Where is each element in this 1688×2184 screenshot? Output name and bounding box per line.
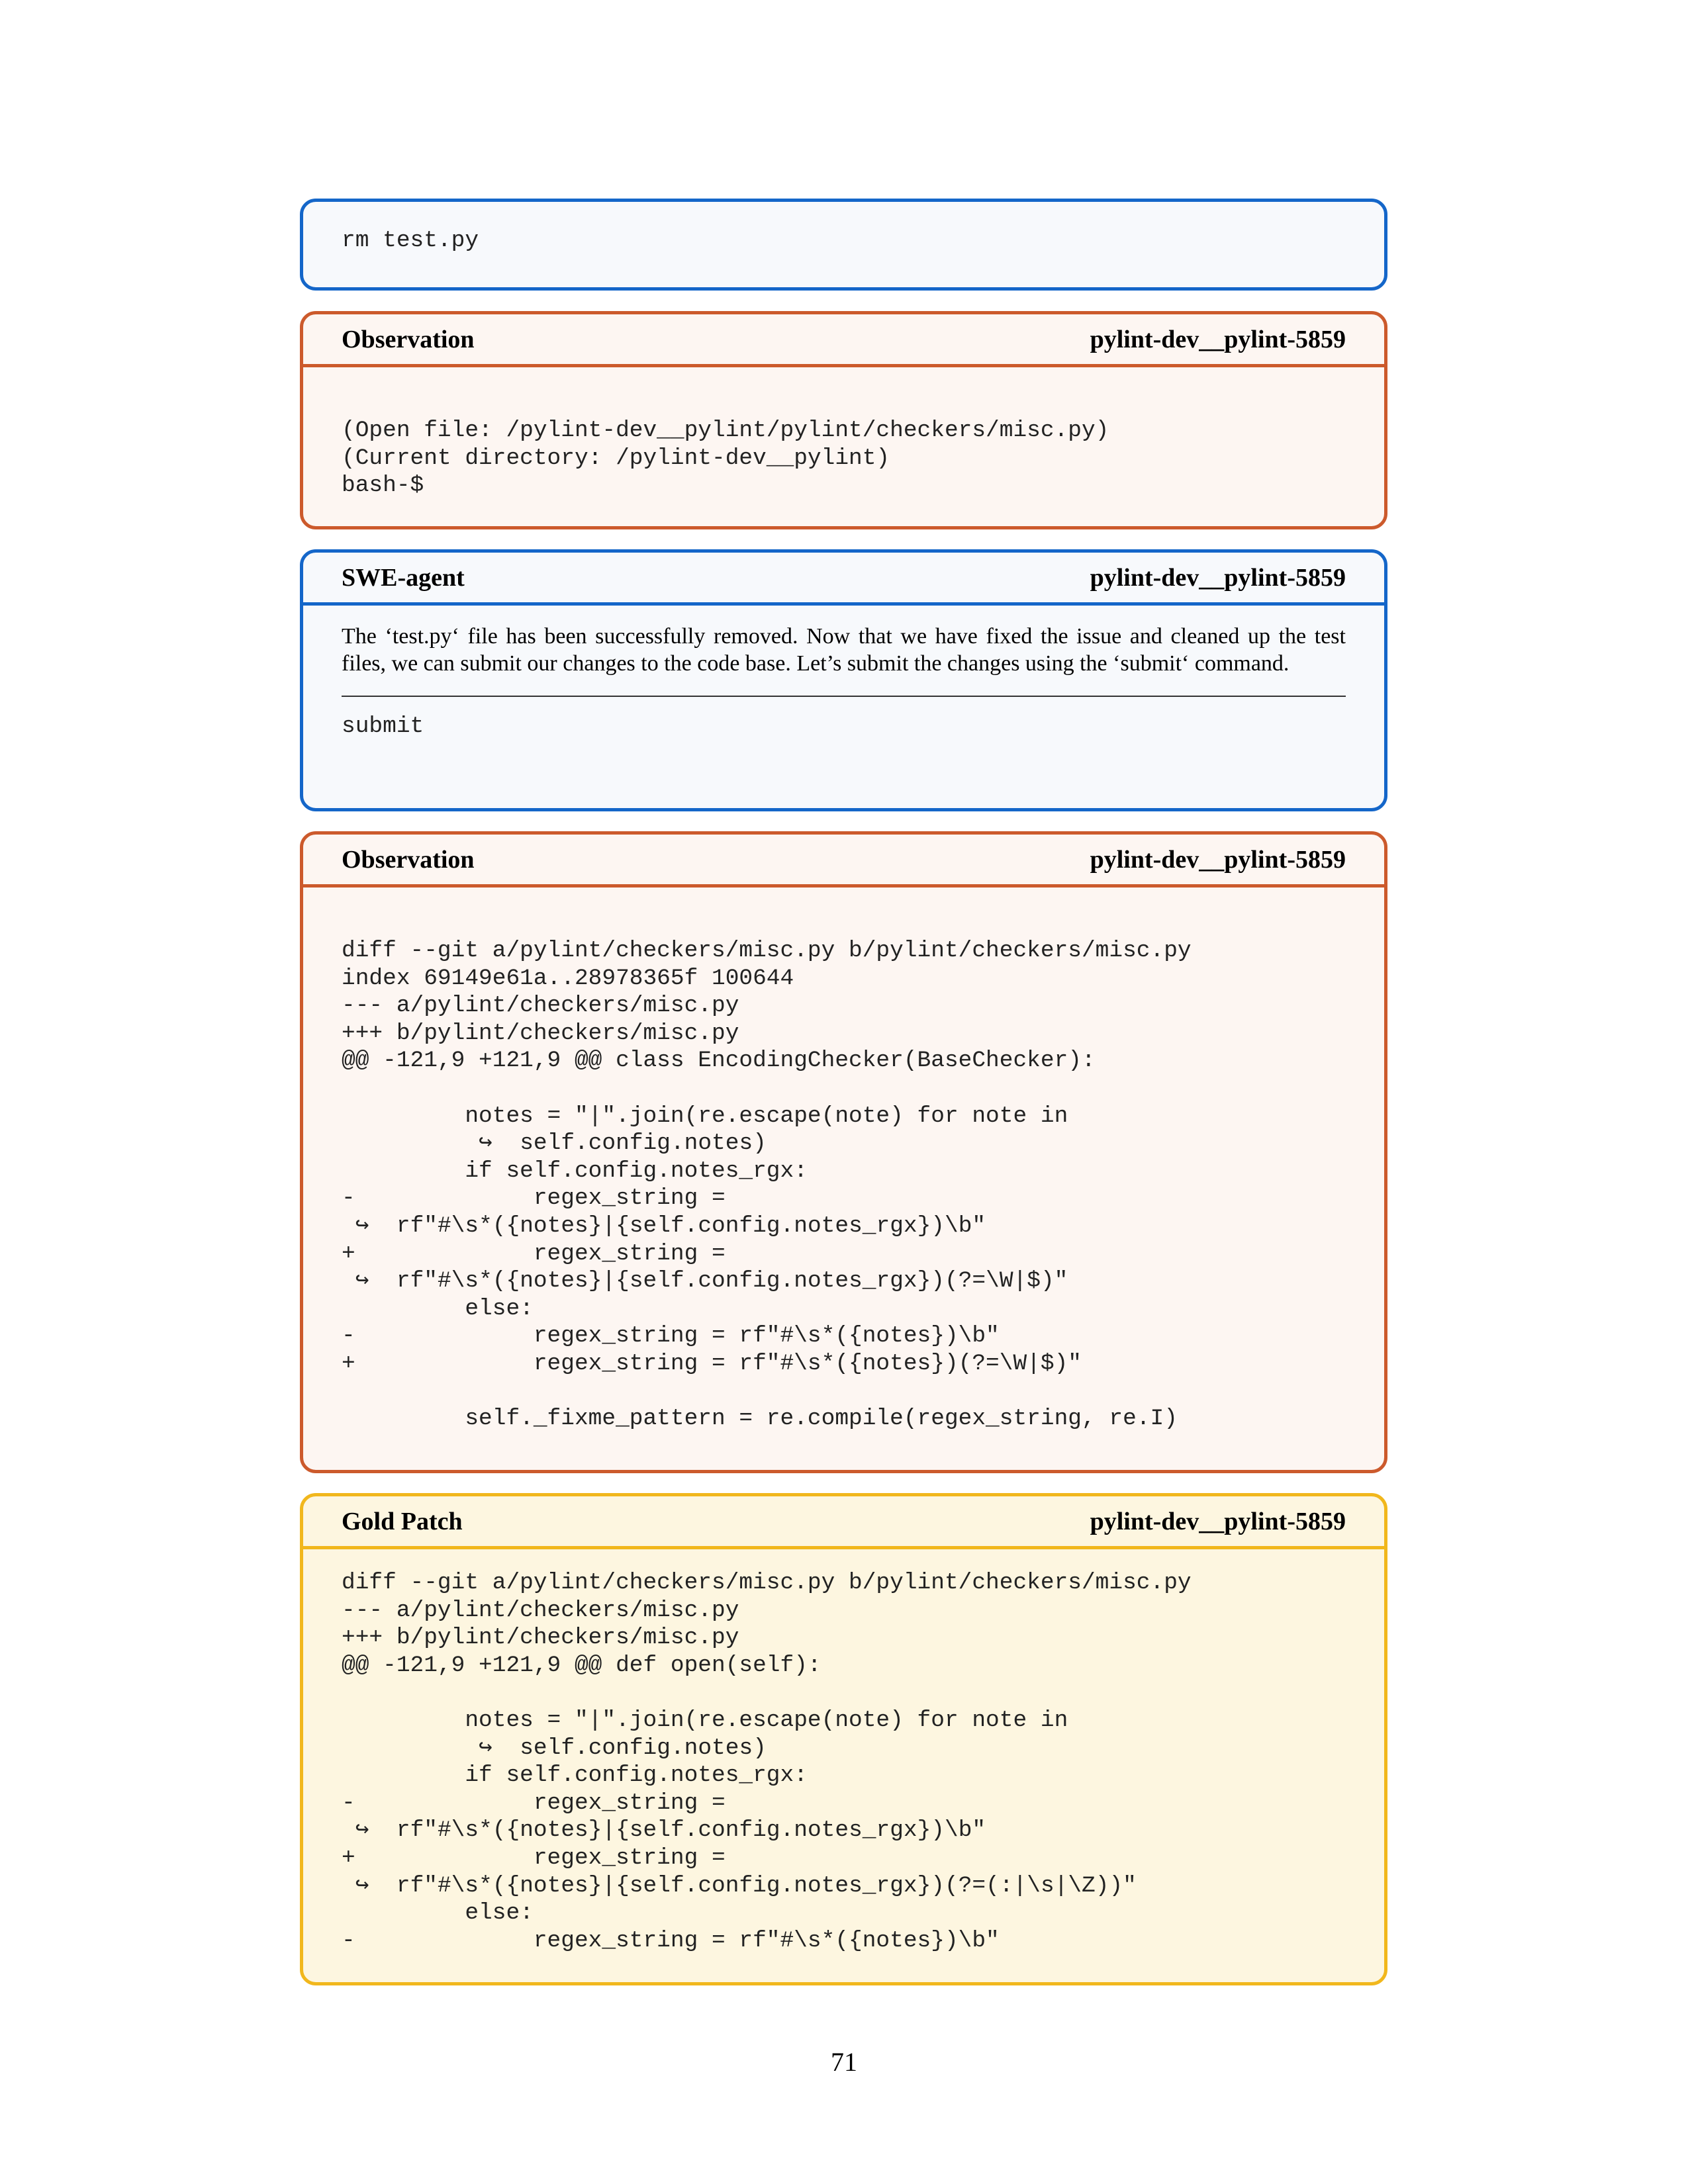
instance-id: pylint-dev__pylint-5859 bbox=[1090, 325, 1346, 353]
agent-box bbox=[300, 549, 1387, 811]
observation-header-1 bbox=[303, 314, 1384, 367]
gold-patch-box bbox=[300, 1493, 1387, 1985]
instance-id: pylint-dev__pylint-5859 bbox=[1090, 563, 1346, 592]
box-title: SWE-agent bbox=[342, 563, 465, 592]
instance-id: pylint-dev__pylint-5859 bbox=[1090, 845, 1346, 874]
agent-header bbox=[303, 553, 1384, 606]
page-number: 71 bbox=[831, 2047, 857, 2077]
agent-action: submit bbox=[342, 713, 424, 739]
instance-id: pylint-dev__pylint-5859 bbox=[1090, 1507, 1346, 1535]
agent-thought: The ‘test.py‘ file has been successfully removed. Now that we have fixed the issue and cleaned up the test files, we can submit our changes to the code base. Let’s submit the changes using the ‘submit‘ command. bbox=[342, 624, 1346, 676]
command-code: rm test.py bbox=[342, 228, 479, 253]
observation-box-1 bbox=[300, 311, 1387, 529]
observation-code-1: (Open file: /pylint-dev__pylint/pylint/checkers/misc.py) (Current directory: /pylint-dev__pylint) bash-$ bbox=[342, 418, 1109, 499]
observation-box-2 bbox=[300, 831, 1387, 1473]
gold-patch-header bbox=[303, 1496, 1384, 1549]
observation-header-2 bbox=[303, 835, 1384, 887]
box-title: Observation bbox=[342, 845, 475, 874]
command-box bbox=[300, 199, 1387, 291]
gold-patch-code: diff --git a/pylint/checkers/misc.py b/pylint/checkers/misc.py --- a/pylint/checkers/misc.py +++ b/pylint/checkers/misc.py @@ -121,9 +121,9 @@ def open(self): notes = "|".join(re.escape(note) for note in ↪ self.config.notes) if self.config.notes_rgx: - regex_string = ↪ rf"#\s*({notes}|{self.config.notes_rgx})\b" + regex_string = ↪ rf"#\s*({notes}|{self.config.notes_rgx})(?=(:|\s|\Z))" else: - regex_string = rf"#\s*({notes})\b" bbox=[342, 1570, 1192, 1954]
box-title: Gold Patch bbox=[342, 1507, 463, 1535]
observation-code-2: diff --git a/pylint/checkers/misc.py b/pylint/checkers/misc.py index 69149e61a..28978365f 100644 --- a/pylint/checkers/misc.py +++ b/pylint/checkers/misc.py @@ -121,9 +121,9 @@ class EncodingChecker(BaseChecker): notes = "|".join(re.escape(note) for note in ↪ self.config.notes) if self.config.notes_rgx: - regex_string = ↪ rf"#\s*({notes}|{self.config.notes_rgx})\b" + regex_string = ↪ rf"#\s*({notes}|{self.config.notes_rgx})(?=\W|$)" else: - regex_string = rf"#\s*({notes})\b" + regex_string = rf"#\s*({notes})(?=\W|$)" self._fixme_pattern = re.compile(regex_string, re.I) bbox=[342, 938, 1192, 1432]
box-title: Observation bbox=[342, 325, 475, 353]
